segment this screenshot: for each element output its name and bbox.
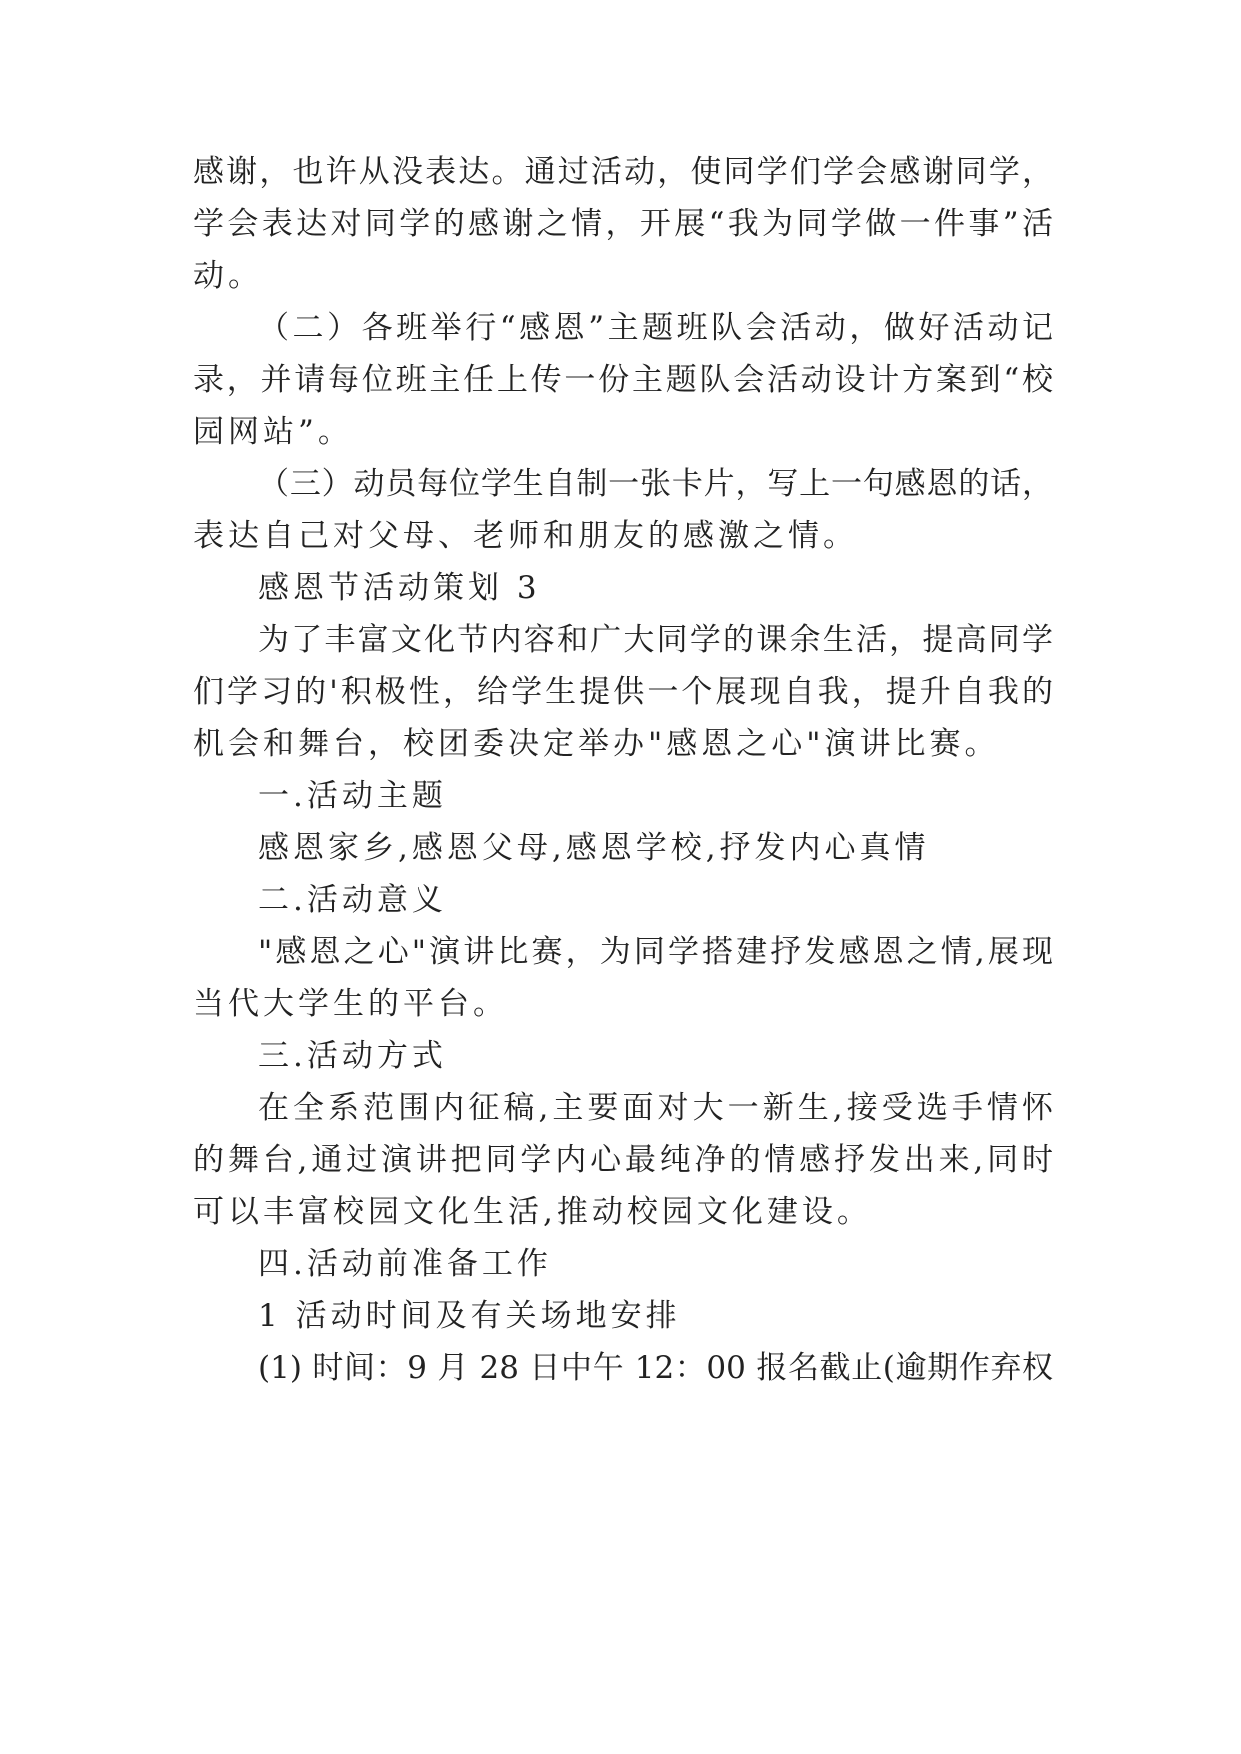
paragraph-line: （二）各班举行“感恩”主题班队会活动，做好活动记 xyxy=(258,310,1053,346)
section-heading: 感恩节活动策划 3 xyxy=(258,570,541,606)
list-item: 1 活动时间及有关场地安排 xyxy=(258,1298,681,1334)
paragraph-line: 学会表达对同学的感谢之情，开展“我为同学做一件事”活 xyxy=(193,206,1053,242)
paragraph-line: "感恩之心"演讲比赛，为同学搭建抒发感恩之情,展现 xyxy=(258,934,1053,970)
section-heading: 三.活动方式 xyxy=(258,1038,447,1074)
paragraph-line: 的舞台,通过演讲把同学内心最纯净的情感抒发出来,同时 xyxy=(193,1142,1053,1178)
section-heading: 一.活动主题 xyxy=(258,778,447,814)
paragraph-line: 感恩家乡,感恩父母,感恩学校,抒发内心真情 xyxy=(258,830,930,866)
paragraph-line: 可以丰富校园文化生活,推动校园文化建设。 xyxy=(193,1194,872,1230)
paragraph-line: 在全系范围内征稿,主要面对大一新生,接受选手情怀 xyxy=(258,1090,1053,1126)
section-heading: 二.活动意义 xyxy=(258,882,447,918)
paragraph-line: 感谢，也许从没表达。通过活动，使同学们学会感谢同学， xyxy=(193,154,1053,190)
section-heading: 四.活动前准备工作 xyxy=(258,1246,552,1282)
paragraph-line: 园网站”。 xyxy=(193,414,353,450)
list-item: (1) 时间：9 月 28 日中午 12：00 报名截止(逾期作弃权 xyxy=(258,1350,1053,1386)
paragraph-line: 动。 xyxy=(193,258,263,294)
paragraph-line: 们学习的'积极性，给学生提供一个展现自我，提升自我的 xyxy=(193,674,1053,710)
paragraph-line: 机会和舞台，校团委决定举办"感恩之心"演讲比赛。 xyxy=(193,726,1000,762)
paragraph-line: 为了丰富文化节内容和广大同学的课余生活，提高同学 xyxy=(258,622,1053,658)
paragraph-line: 表达自己对父母、老师和朋友的感激之情。 xyxy=(193,518,858,554)
paragraph-line: 当代大学生的平台。 xyxy=(193,986,508,1022)
paragraph-line: （三）动员每位学生自制一张卡片，写上一句感恩的话， xyxy=(258,466,1053,502)
paragraph-line: 录，并请每位班主任上传一份主题队会活动设计方案到“校 xyxy=(193,362,1053,398)
